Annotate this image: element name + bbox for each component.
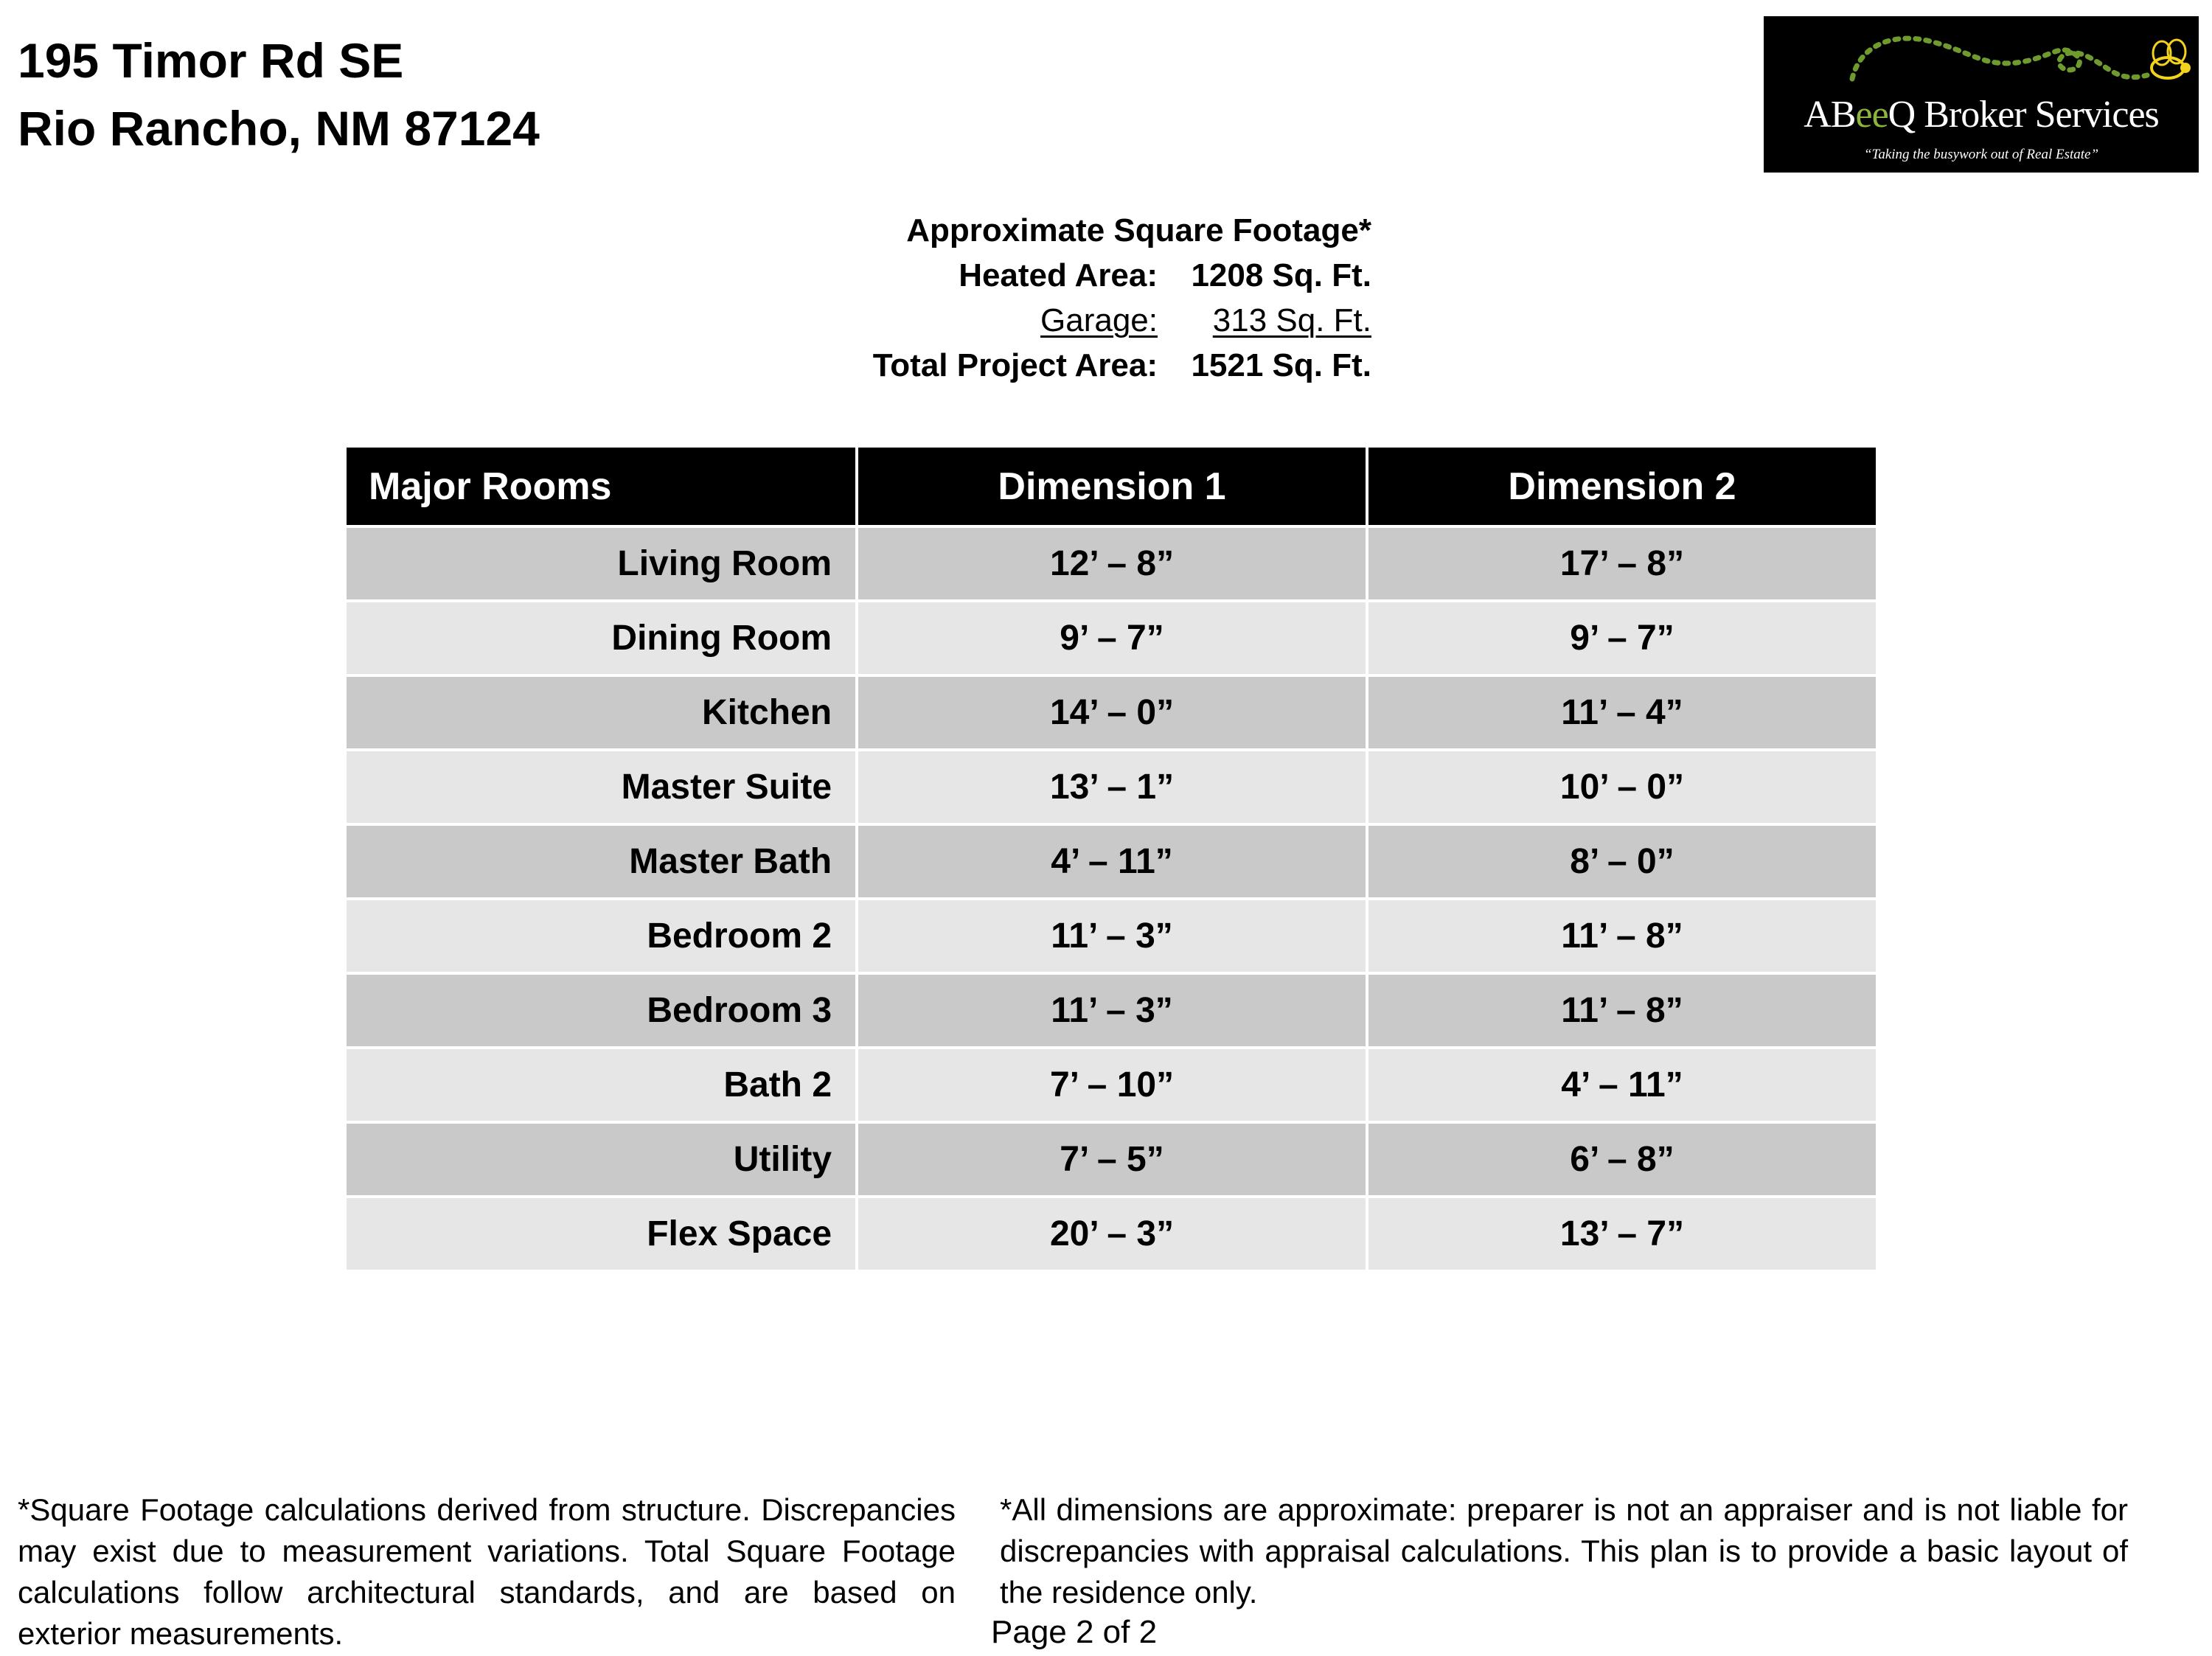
company-logo <box>1764 16 2199 173</box>
room-name-cell: Master Suite <box>347 751 855 823</box>
table-row <box>347 1049 1876 1121</box>
dimension-2-cell: 11’ – 8” <box>1368 975 1876 1046</box>
dimension-2-cell: 11’ – 8” <box>1368 900 1876 972</box>
table-row <box>347 826 1876 897</box>
header-dimension-2: Dimension 2 <box>1368 448 1876 525</box>
room-dimensions-table <box>344 445 1879 1273</box>
dimension-2-cell: 4’ – 11” <box>1368 1049 1876 1121</box>
sqft-garage-row <box>811 298 1371 343</box>
dimension-1-cell: 11’ – 3” <box>858 900 1366 972</box>
logo-name-highlight: ee <box>1855 94 1888 136</box>
square-footage-disclaimer: *Square Footage calculations derived from structure. Discrepancies may exist due to measurement variations. Total Square Footage calculations follow architectural standards, and are based on exterior measurements. <box>18 1492 956 1651</box>
header-major-rooms: Major Rooms <box>347 448 855 525</box>
dimension-2-cell: 6’ – 8” <box>1368 1124 1876 1195</box>
table-row <box>347 677 1876 748</box>
room-name-cell: Flex Space <box>347 1198 855 1270</box>
dimension-2-cell: 11’ – 4” <box>1368 677 1876 748</box>
dimension-1-cell: 9’ – 7” <box>858 602 1366 674</box>
room-name-cell: Bedroom 2 <box>347 900 855 972</box>
dimension-2-cell: 10’ – 0” <box>1368 751 1876 823</box>
dimension-1-cell: 14’ – 0” <box>858 677 1366 748</box>
sqft-title-row <box>811 208 1371 253</box>
dimension-2-cell: 9’ – 7” <box>1368 602 1876 674</box>
garage-value: 313 Sq. Ft. <box>1212 302 1371 338</box>
room-name-cell: Bedroom 3 <box>347 975 855 1046</box>
table-row <box>347 528 1876 599</box>
room-name-cell: Utility <box>347 1124 855 1195</box>
address-line-street: 195 Timor Rd SE <box>18 33 404 88</box>
dimension-1-cell: 12’ – 8” <box>858 528 1366 599</box>
total-area-label: Total Project Area: <box>872 347 1158 383</box>
dimension-1-cell: 11’ – 3” <box>858 975 1366 1046</box>
dimension-1-cell: 20’ – 3” <box>858 1198 1366 1270</box>
room-name-cell: Kitchen <box>347 677 855 748</box>
table-row <box>347 1198 1876 1270</box>
header-dimension-1: Dimension 1 <box>858 448 1366 525</box>
table-row <box>347 975 1876 1046</box>
table-row <box>347 900 1876 972</box>
logo-tagline: “Taking the busywork out of Real Estate” <box>1863 147 2099 162</box>
sqft-heated-row <box>811 253 1371 298</box>
heated-area-label: Heated Area: <box>959 257 1158 293</box>
page-number: Page 2 of 2 <box>991 1614 1158 1650</box>
square-footage-summary <box>811 208 1371 388</box>
sqft-total-row <box>811 343 1371 388</box>
table-row <box>347 602 1876 674</box>
dimension-2-cell: 13’ – 7” <box>1368 1198 1876 1270</box>
table-row <box>347 1124 1876 1195</box>
sqft-title: Approximate Square Footage* <box>906 212 1371 248</box>
dimension-1-cell: 7’ – 5” <box>858 1124 1366 1195</box>
dimension-1-cell: 13’ – 1” <box>858 751 1366 823</box>
logo-company-name: ABeeQ Broker Services <box>1804 94 2159 136</box>
dimension-1-cell: 7’ – 10” <box>858 1049 1366 1121</box>
address-line-city: Rio Rancho, NM 87124 <box>18 101 540 156</box>
room-name-cell: Master Bath <box>347 826 855 897</box>
table-header-row <box>347 448 1876 525</box>
property-address <box>18 27 540 162</box>
heated-area-value: 1208 Sq. Ft. <box>1191 257 1371 293</box>
room-name-cell: Dining Room <box>347 602 855 674</box>
room-name-cell: Bath 2 <box>347 1049 855 1121</box>
table-body <box>347 528 1876 1270</box>
dimension-2-cell: 17’ – 8” <box>1368 528 1876 599</box>
table-row <box>347 751 1876 823</box>
garage-label: Garage: <box>1040 302 1158 338</box>
dimension-1-cell: 4’ – 11” <box>858 826 1366 897</box>
room-name-cell: Living Room <box>347 528 855 599</box>
total-area-value: 1521 Sq. Ft. <box>1191 347 1371 383</box>
dimension-2-cell: 8’ – 0” <box>1368 826 1876 897</box>
dimensions-disclaimer: *All dimensions are approximate: preparer is not an appraiser and is not liable for discrepancies with appraisal calculations. This plan is to provide a basic layout of the residence only. <box>1000 1492 2128 1610</box>
